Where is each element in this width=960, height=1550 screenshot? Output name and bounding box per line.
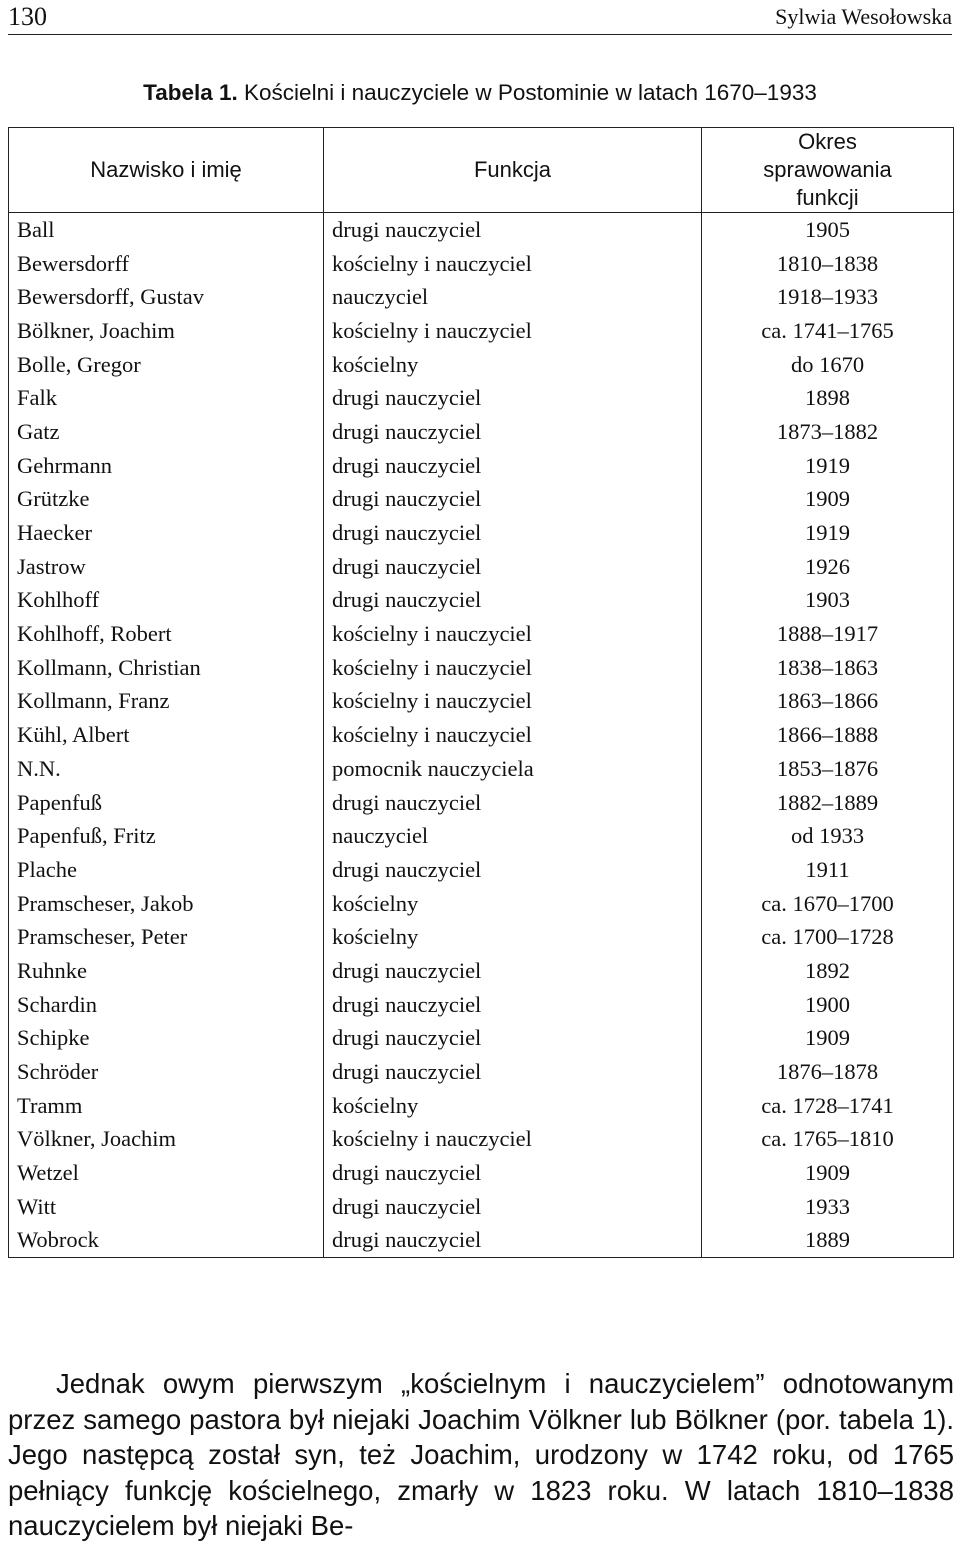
cell-period: 1919 — [702, 449, 954, 483]
table-row — [9, 887, 954, 921]
cell-period: ca. 1670–1700 — [702, 887, 954, 921]
cell-name: Haecker — [9, 516, 324, 550]
cell-function: kościelny i nauczyciel — [324, 314, 702, 348]
cell-name: Gehrmann — [9, 449, 324, 483]
cell-function: drugi nauczyciel — [324, 381, 702, 415]
cell-period: 1889 — [702, 1224, 954, 1258]
cell-function: drugi nauczyciel — [324, 213, 702, 247]
table-row — [9, 550, 954, 584]
cell-period: 1911 — [702, 853, 954, 887]
cell-name: Papenfuß, Fritz — [9, 819, 324, 853]
cell-name: Schröder — [9, 1055, 324, 1089]
body-text — [8, 1366, 954, 1544]
cell-name: Bewersdorff — [9, 247, 324, 281]
cell-function: kościelny — [324, 348, 702, 382]
table-header-row — [9, 128, 954, 213]
staff-table — [8, 127, 954, 1258]
cell-period: 1898 — [702, 381, 954, 415]
cell-function: drugi nauczyciel — [324, 1190, 702, 1224]
cell-function: kościelny i nauczyciel — [324, 685, 702, 719]
table-row — [9, 1190, 954, 1224]
table-row — [9, 786, 954, 820]
table-row — [9, 213, 954, 247]
table-row — [9, 516, 954, 550]
cell-name: Papenfuß — [9, 786, 324, 820]
cell-function: drugi nauczyciel — [324, 786, 702, 820]
cell-function: kościelny i nauczyciel — [324, 718, 702, 752]
running-head-author: Sylwia Wesołowska — [775, 4, 952, 29]
cell-function: drugi nauczyciel — [324, 988, 702, 1022]
table-body — [9, 213, 954, 1258]
cell-name: Kühl, Albert — [9, 718, 324, 752]
cell-period: ca. 1765–1810 — [702, 1123, 954, 1157]
cell-name: Pramscheser, Peter — [9, 920, 324, 954]
table-row — [9, 651, 954, 685]
cell-name: Völkner, Joachim — [9, 1123, 324, 1157]
cell-name: Schardin — [9, 988, 324, 1022]
cell-name: Kohlhoff — [9, 584, 324, 618]
table-row — [9, 617, 954, 651]
table-row — [9, 1156, 954, 1190]
cell-function: nauczyciel — [324, 819, 702, 853]
cell-function: drugi nauczyciel — [324, 449, 702, 483]
cell-period: ca. 1700–1728 — [702, 920, 954, 954]
cell-function: kościelny i nauczyciel — [324, 617, 702, 651]
cell-function: kościelny — [324, 920, 702, 954]
cell-period: 1918–1933 — [702, 280, 954, 314]
cell-period: 1876–1878 — [702, 1055, 954, 1089]
table-row — [9, 988, 954, 1022]
cell-period: 1933 — [702, 1190, 954, 1224]
cell-period: 1888–1917 — [702, 617, 954, 651]
cell-name: Pramscheser, Jakob — [9, 887, 324, 921]
cell-function: drugi nauczyciel — [324, 550, 702, 584]
cell-period: 1892 — [702, 954, 954, 988]
page-header — [8, 0, 952, 35]
cell-name: Kohlhoff, Robert — [9, 617, 324, 651]
cell-name: Kollmann, Christian — [9, 651, 324, 685]
cell-function: drugi nauczyciel — [324, 584, 702, 618]
cell-period: 1926 — [702, 550, 954, 584]
cell-function: pomocnik nauczyciela — [324, 752, 702, 786]
table-row — [9, 954, 954, 988]
table-row — [9, 483, 954, 517]
table-row — [9, 584, 954, 618]
cell-function: kościelny — [324, 887, 702, 921]
table-row — [9, 1089, 954, 1123]
cell-period: ca. 1728–1741 — [702, 1089, 954, 1123]
table-row — [9, 718, 954, 752]
cell-name: Tramm — [9, 1089, 324, 1123]
page-number: 130 — [8, 2, 47, 31]
cell-function: drugi nauczyciel — [324, 1156, 702, 1190]
cell-name: Bolle, Gregor — [9, 348, 324, 382]
cell-period: 1903 — [702, 584, 954, 618]
table-row — [9, 314, 954, 348]
cell-period: do 1670 — [702, 348, 954, 382]
cell-period: 1838–1863 — [702, 651, 954, 685]
table-row — [9, 280, 954, 314]
cell-name: Gatz — [9, 415, 324, 449]
cell-function: drugi nauczyciel — [324, 516, 702, 550]
cell-period: 1810–1838 — [702, 247, 954, 281]
cell-period: 1909 — [702, 483, 954, 517]
cell-period: 1866–1888 — [702, 718, 954, 752]
cell-function: drugi nauczyciel — [324, 483, 702, 517]
cell-name: Wobrock — [9, 1224, 324, 1258]
cell-period: 1873–1882 — [702, 415, 954, 449]
table-caption-text: Kościelni i nauczyciele w Postominie w latach 1670–1933 — [244, 80, 817, 105]
cell-period: od 1933 — [702, 819, 954, 853]
column-header-function: Funkcja — [324, 128, 702, 213]
cell-name: Ball — [9, 213, 324, 247]
cell-name: Bewersdorff, Gustav — [9, 280, 324, 314]
cell-function: drugi nauczyciel — [324, 1224, 702, 1258]
table-row — [9, 1022, 954, 1056]
table-row — [9, 1123, 954, 1157]
table-row — [9, 247, 954, 281]
column-header-name: Nazwisko i imię — [9, 128, 324, 213]
cell-function: drugi nauczyciel — [324, 415, 702, 449]
cell-name: N.N. — [9, 752, 324, 786]
table-caption — [0, 80, 960, 106]
table-row — [9, 920, 954, 954]
table-row — [9, 1224, 954, 1258]
cell-name: Kollmann, Franz — [9, 685, 324, 719]
cell-function: kościelny i nauczyciel — [324, 247, 702, 281]
column-header-period: Okres sprawowania funkcji — [702, 128, 954, 213]
cell-function: kościelny i nauczyciel — [324, 1123, 702, 1157]
table-row — [9, 449, 954, 483]
cell-period: 1919 — [702, 516, 954, 550]
table-row — [9, 853, 954, 887]
cell-name: Ruhnke — [9, 954, 324, 988]
cell-name: Falk — [9, 381, 324, 415]
cell-name: Wetzel — [9, 1156, 324, 1190]
cell-function: drugi nauczyciel — [324, 1055, 702, 1089]
cell-function: drugi nauczyciel — [324, 1022, 702, 1056]
table-row — [9, 685, 954, 719]
body-paragraph: Jednak owym pierwszym „kościelnym i nauczycielem” odnotowanym przez samego pastora był niejaki Joachim Völkner lub Bölkner (por. tabela 1). Jego następcą został syn, też Joachim, urodzony w 1742 roku, od 1765 pełniący funkcję kościelnego, zmarły w 1823 roku. W latach 1810–1838 nauczycielem był niejaki Be- — [8, 1368, 954, 1541]
table-row — [9, 415, 954, 449]
cell-period: ca. 1741–1765 — [702, 314, 954, 348]
table-row — [9, 348, 954, 382]
cell-period: 1882–1889 — [702, 786, 954, 820]
cell-function: kościelny — [324, 1089, 702, 1123]
cell-name: Bölkner, Joachim — [9, 314, 324, 348]
cell-function: drugi nauczyciel — [324, 954, 702, 988]
cell-name: Grützke — [9, 483, 324, 517]
table-row — [9, 1055, 954, 1089]
table-row — [9, 819, 954, 853]
cell-function: nauczyciel — [324, 280, 702, 314]
cell-name: Plache — [9, 853, 324, 887]
cell-name: Jastrow — [9, 550, 324, 584]
cell-period: 1909 — [702, 1156, 954, 1190]
table-row — [9, 752, 954, 786]
cell-name: Witt — [9, 1190, 324, 1224]
table-caption-label: Tabela 1. — [143, 80, 238, 105]
cell-period: 1905 — [702, 213, 954, 247]
cell-function: drugi nauczyciel — [324, 853, 702, 887]
cell-period: 1863–1866 — [702, 685, 954, 719]
cell-function: kościelny i nauczyciel — [324, 651, 702, 685]
cell-period: 1853–1876 — [702, 752, 954, 786]
cell-period: 1909 — [702, 1022, 954, 1056]
table-row — [9, 381, 954, 415]
cell-name: Schipke — [9, 1022, 324, 1056]
cell-period: 1900 — [702, 988, 954, 1022]
